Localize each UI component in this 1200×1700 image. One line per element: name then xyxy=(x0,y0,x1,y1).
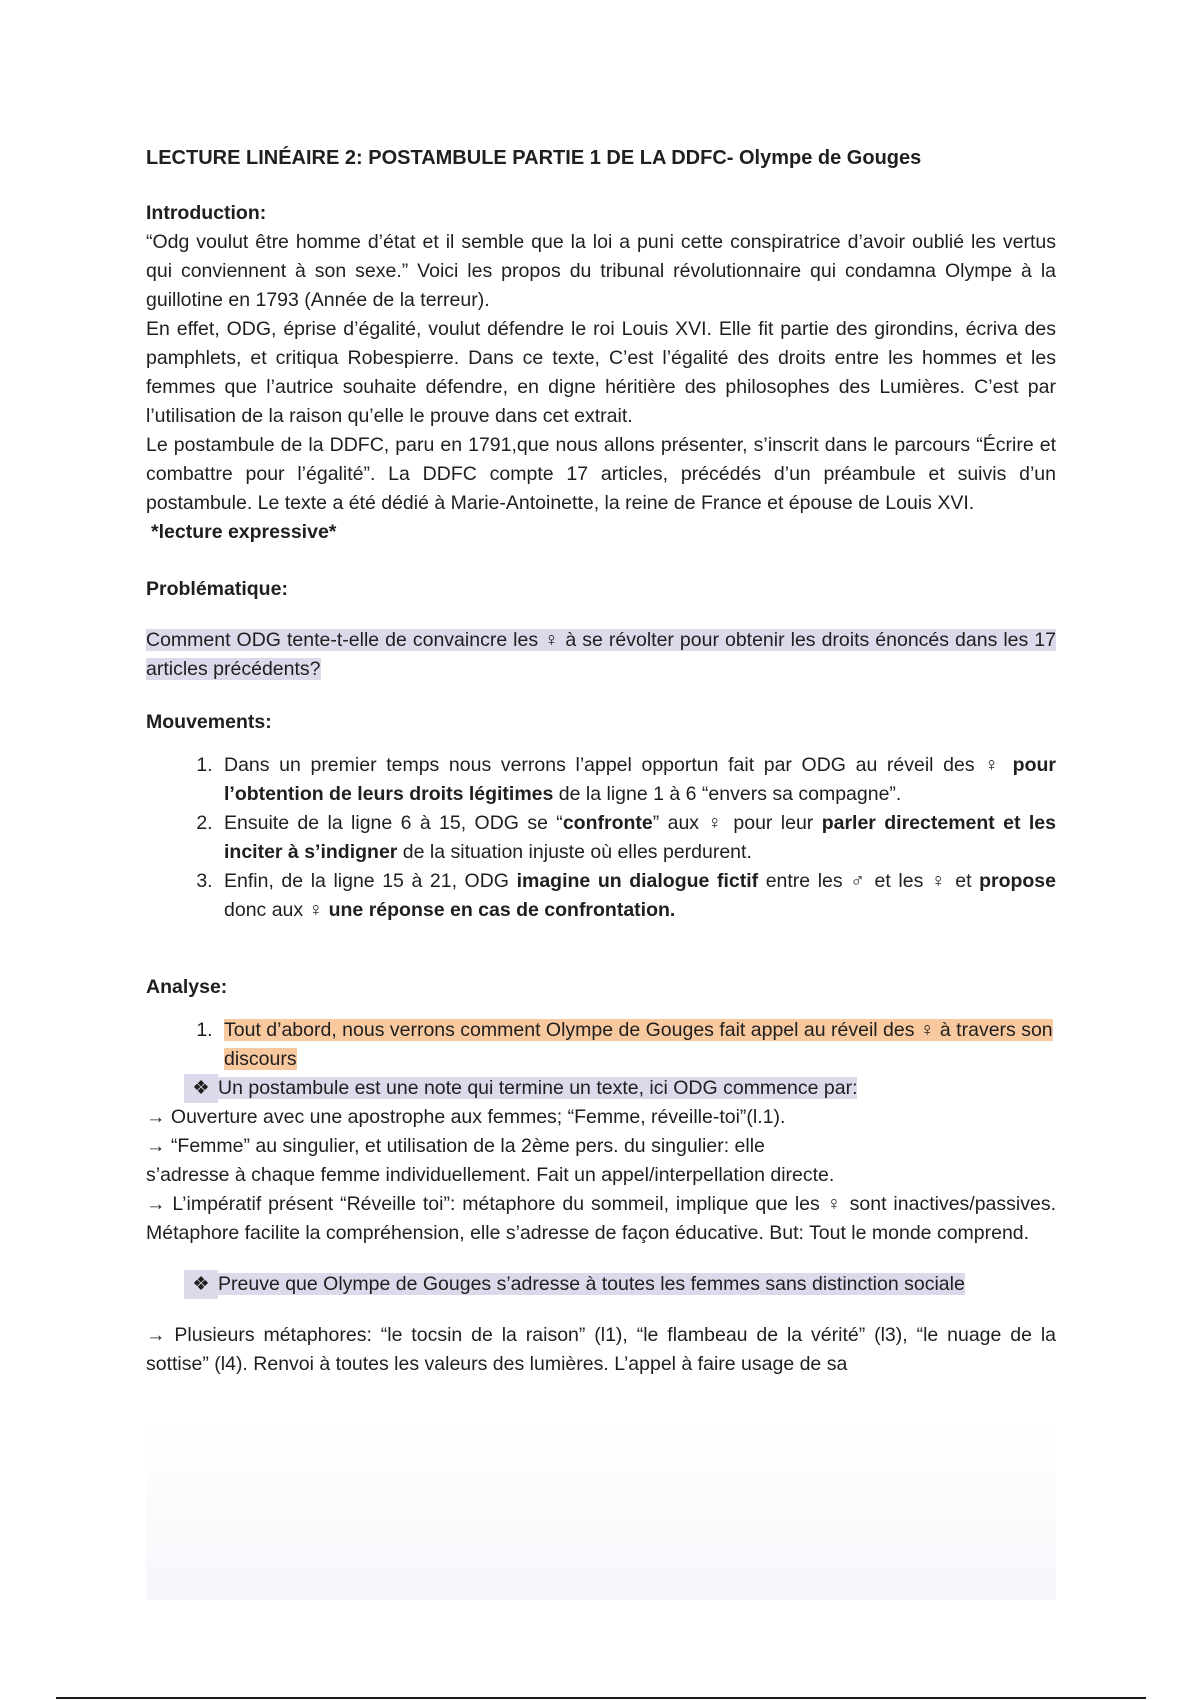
analyse-arrow-3: → L’impératif présent “Réveille toi”: métaphore du sommeil, implique que les ♀ sont inactives/passives. Métaphore facilite la compréhension, elle s’adresse de façon éducative. But: Tout le monde comprend. xyxy=(146,1193,1056,1244)
analyse-item-1 xyxy=(218,1016,1056,1074)
document-page xyxy=(146,144,1056,1379)
diamond-bullet-icon: ❖ xyxy=(184,1270,218,1299)
spacer xyxy=(146,547,1056,575)
mouvement-item-2: 2. Ensuite de la ligne 6 à 15, ODG se “confronte” aux ♀ pour leur parler directement et les inciter à s’indigner de la situation injuste où elles perdurent. xyxy=(218,809,1056,867)
analyse-bullet-1 xyxy=(146,1074,1056,1103)
mouvement-item-3: 3. Enfin, de la ligne 15 à 21, ODG imagine un dialogue fictif entre les ♂ et les ♀ et propose donc aux ♀ une réponse en cas de confrontation. xyxy=(218,867,1056,925)
reading-note: *lecture expressive* xyxy=(151,521,337,543)
introduction-heading: Introduction: xyxy=(146,202,267,224)
introduction-paragraph-1: “Odg voulut être homme d’état et il semble que la loi a puni cette conspiratrice d’avoir oublié les vertus qui conviennent à son sexe.” Voici les propos du tribunal révolutionnaire qui condamna Olympe à la guillotine en 1793 (Année de la terreur). xyxy=(146,231,1056,311)
spacer xyxy=(146,684,1056,708)
mouvements-list xyxy=(146,751,1056,925)
problematique-heading: Problématique: xyxy=(146,578,288,600)
introduction-paragraph-2: En effet, ODG, éprise d’égalité, voulut défendre le roi Louis XVI. Elle fit partie des girondins, écriva des pamphlets, et critiqua Robespierre. Dans ce texte, C’est l’égalité des droits entre les hommes et les femmes que l’autrice souhaite défendre, en digne héritière des philosophes des Lumières. C’est par l’utilisation de la raison qu’elle le prouve dans cet extrait. xyxy=(146,318,1056,427)
spacer xyxy=(146,925,1056,973)
analyse-bullet-1-text: Un postambule est une note qui termine un texte, ici ODG commence par: xyxy=(218,1077,858,1099)
analyse-heading: Analyse: xyxy=(146,976,228,998)
mouvements-heading: Mouvements: xyxy=(146,711,272,733)
page-bottom-rule xyxy=(56,1697,1146,1699)
analyse-list xyxy=(146,1016,1056,1074)
analyse-arrow-2b: s’adresse à chaque femme individuellement. Fait un appel/interpellation directe. xyxy=(146,1164,835,1186)
analyse-bullet-2-text: Preuve que Olympe de Gouges s’adresse à toutes les femmes sans distinction sociale xyxy=(218,1273,965,1295)
mouvement-item-1: 1. Dans un premier temps nous verrons l’appel opportun fait par ODG au réveil des ♀ pour l’obtention de leurs droits légitimes de la ligne 1 à 6 “envers sa compagne”. xyxy=(218,751,1056,809)
problematique-highlight: Comment ODG tente-t-elle de convaincre les ♀ à se révolter pour obtenir les droits énoncés dans les 17 articles précédents? xyxy=(146,629,1056,680)
analyse-bullet-2 xyxy=(146,1270,1056,1299)
analyse-arrow-4: → Plusieurs métaphores: “le tocsin de la raison” (l1), “le flambeau de la vérité” (l3), “le nuage de la sottise” (l4). Renvoi à toutes les valeurs des lumières. L’appel à faire usage de sa xyxy=(146,1324,1056,1375)
spacer xyxy=(146,1248,1056,1270)
spacer xyxy=(146,604,1056,626)
page-fade xyxy=(146,1420,1056,1600)
spacer xyxy=(146,1299,1056,1321)
analyse-arrow-1: → Ouverture avec une apostrophe aux femmes; “Femme, réveille-toi”(l.1). xyxy=(146,1106,786,1128)
problematique-text xyxy=(146,626,1056,684)
analyse-item-1-highlight: Tout d’abord, nous verrons comment Olympe de Gouges fait appel au réveil des ♀ à travers son discours xyxy=(224,1019,1053,1070)
introduction-paragraph-3: Le postambule de la DDFC, paru en 1791,que nous allons présenter, s’inscrit dans le parcours “Écrire et combattre pour l’égalité”. La DDFC compte 17 articles, précédés d’un préambule et suivis d’un postambule. Le texte a été dédié à Marie-Antoinette, la reine de France et épouse de Louis XVI. xyxy=(146,434,1056,514)
document-title: LECTURE LINÉAIRE 2: POSTAMBULE PARTIE 1 DE LA DDFC- Olympe de Gouges xyxy=(146,147,922,169)
diamond-bullet-icon: ❖ xyxy=(184,1074,218,1103)
analyse-arrow-2a: → “Femme” au singulier, et utilisation de la 2ème pers. du singulier: elle xyxy=(146,1135,765,1157)
